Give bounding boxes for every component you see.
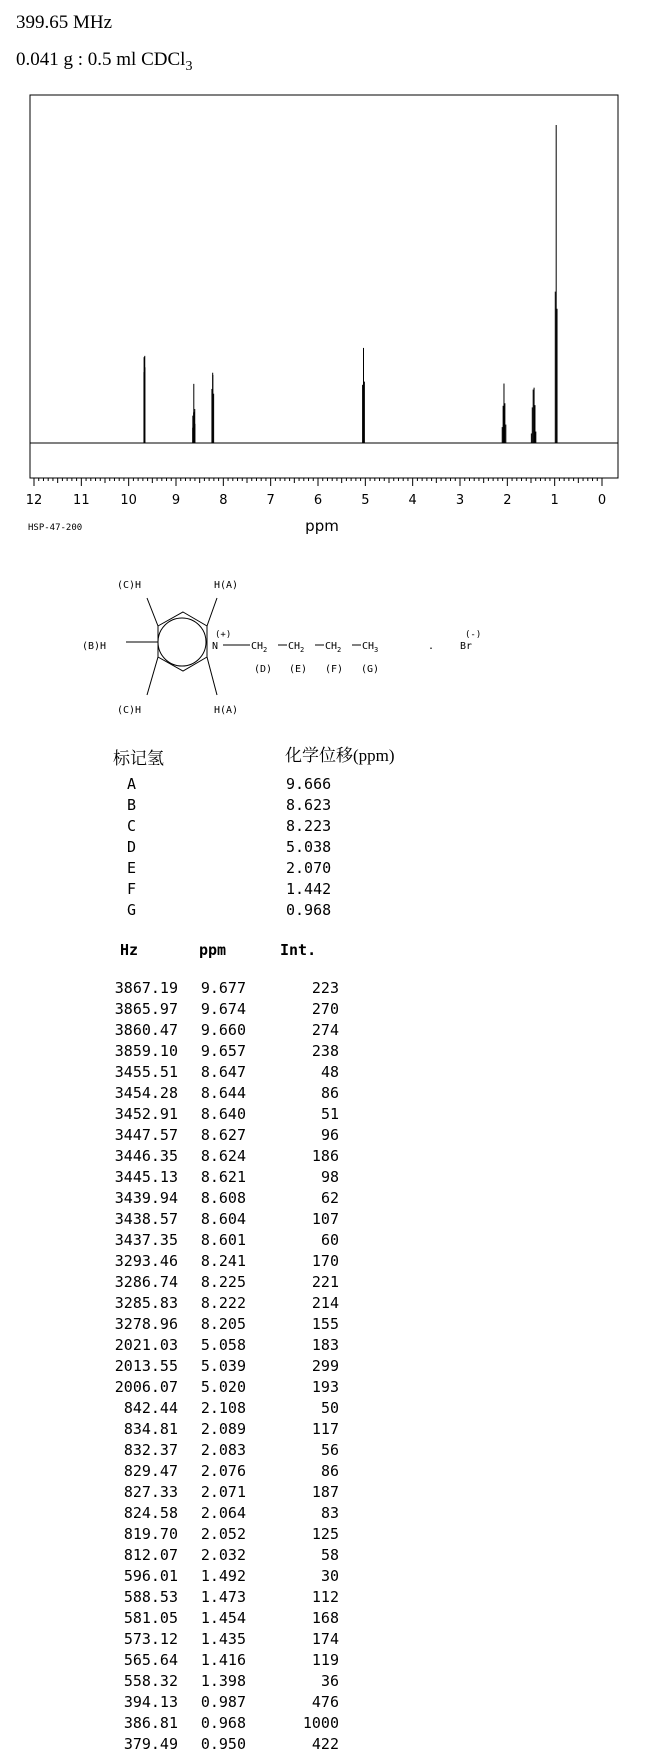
assignment-label: D	[127, 838, 137, 856]
peak-row	[96, 1105, 339, 1126]
x-tick-label: 3	[455, 493, 465, 508]
peak-ppm: 8.608	[200, 1189, 246, 1207]
peak-ppm: 2.071	[200, 1483, 246, 1501]
peak-row	[96, 1021, 339, 1042]
peak-row	[96, 1735, 339, 1756]
peak-hz: 565.64	[123, 1651, 178, 1669]
peak-int: 422	[311, 1735, 339, 1753]
label-ha-top: H(A)	[214, 580, 239, 591]
peak-hz: 379.49	[123, 1735, 178, 1753]
peak-row	[96, 1672, 339, 1693]
peak-ppm: 8.644	[200, 1084, 246, 1102]
peak-hz: 3278.96	[114, 1315, 178, 1333]
peak-int: 186	[311, 1147, 339, 1165]
label-ha-bottom: H(A)	[214, 705, 239, 716]
peak-ppm: 2.083	[200, 1441, 246, 1459]
peak-hz: 819.70	[123, 1525, 178, 1543]
bond-c-h-top-left	[147, 598, 158, 626]
peak-int: 36	[320, 1672, 339, 1690]
peak-row	[96, 1273, 339, 1294]
assignment-row	[127, 796, 331, 817]
peak-hz: 834.81	[123, 1420, 178, 1438]
peak-ppm: 2.108	[200, 1399, 246, 1417]
peak-hz: 3859.10	[114, 1042, 178, 1060]
peak-hz: 3860.47	[114, 1021, 178, 1039]
peak-ppm: 9.660	[200, 1021, 246, 1039]
peak-row	[96, 1399, 339, 1420]
peak-hz: 558.32	[123, 1672, 178, 1690]
peak-header-hz: Hz	[120, 941, 139, 959]
nmr-spectrum-chart	[0, 0, 652, 540]
peak-int: 174	[311, 1630, 339, 1648]
peak-row	[96, 1567, 339, 1588]
peak-hz: 3865.97	[114, 1000, 178, 1018]
peak-ppm: 9.657	[200, 1042, 246, 1060]
peak-hz: 3439.94	[114, 1189, 178, 1207]
peak-table	[96, 979, 339, 1756]
assignment-label: G	[127, 901, 137, 919]
label-n-charge: (+)	[215, 630, 232, 640]
peak-ppm: 1.454	[200, 1609, 246, 1627]
peak-row	[96, 1147, 339, 1168]
peak-hz: 842.44	[123, 1399, 178, 1417]
peak-hz: 386.81	[123, 1714, 178, 1732]
x-axis-ticks	[26, 478, 606, 508]
peak-ppm: 0.968	[200, 1714, 246, 1732]
peak-int: 155	[311, 1315, 339, 1333]
label-nitrogen: N	[212, 641, 219, 652]
sample-concentration-main: 0.041 g : 0.5 ml CDCl	[16, 49, 186, 70]
assignment-row	[127, 817, 331, 838]
peak-ppm: 2.076	[200, 1462, 246, 1480]
peak-row	[96, 1378, 339, 1399]
x-tick-label: 0	[597, 493, 607, 508]
x-tick-label: 5	[361, 493, 370, 508]
peak-ppm: 2.032	[200, 1546, 246, 1564]
peak-ppm: 8.205	[200, 1315, 246, 1333]
label-ch2-1: $CH_2$	[251, 641, 268, 654]
peak-hz: 596.01	[123, 1567, 178, 1585]
peak-hz: 394.13	[123, 1693, 178, 1711]
peak-hz: 581.05	[123, 1609, 178, 1627]
peak-int: 476	[311, 1693, 339, 1711]
peak-row	[96, 1546, 339, 1567]
label-bromide: Br	[460, 641, 473, 652]
peak-row	[96, 1693, 339, 1714]
peak-ppm: 8.647	[200, 1063, 246, 1081]
peak-row	[96, 1630, 339, 1651]
aromatic-circle	[158, 618, 206, 666]
peak-hz: 3452.91	[114, 1105, 178, 1123]
peak-int: 193	[311, 1378, 339, 1396]
peak-int: 168	[311, 1609, 339, 1627]
label-bh: (B)H	[82, 641, 107, 652]
peak-row	[96, 1189, 339, 1210]
peak-int: 170	[311, 1252, 339, 1270]
peak-int: 58	[320, 1546, 339, 1564]
peak-hz: 3285.83	[114, 1294, 178, 1312]
assignment-label-header: 标记氢	[113, 749, 164, 768]
peak-row	[96, 1210, 339, 1231]
peak-row	[96, 1588, 339, 1609]
peak-hz: 832.37	[123, 1441, 178, 1459]
x-tick-label: 2	[503, 493, 512, 508]
peak-int: 60	[320, 1231, 339, 1249]
peak-hz: 2013.55	[114, 1357, 178, 1375]
label-d: (D)	[254, 664, 273, 675]
peak-int: 62	[320, 1189, 339, 1207]
peak-ppm: 2.089	[200, 1420, 246, 1438]
peak-header-ppm: ppm	[199, 941, 227, 959]
peak-row	[96, 1483, 339, 1504]
peak-int: 112	[311, 1588, 339, 1606]
peak-int: 50	[320, 1399, 339, 1417]
spectrometer-frequency: 399.65 MHz	[16, 12, 113, 33]
peak-int: 221	[311, 1273, 339, 1291]
peak-row	[96, 979, 339, 1000]
spectrum-code: HSP-47-200	[28, 523, 83, 533]
peak-int: 98	[320, 1168, 339, 1186]
assignment-shift: 8.223	[286, 817, 332, 835]
peak-row	[96, 1420, 339, 1441]
peak-ppm: 1.398	[200, 1672, 246, 1690]
peak-int: 48	[320, 1063, 339, 1081]
x-axis-label: ppm	[305, 517, 339, 535]
assignment-shift: 9.666	[286, 775, 332, 793]
peak-ppm: 1.492	[200, 1567, 246, 1585]
peak-int: 183	[311, 1336, 339, 1354]
peak-row	[96, 1063, 339, 1084]
label-ch2-2: $CH_2$	[288, 641, 305, 654]
assignment-shift: 2.070	[286, 859, 332, 877]
peak-row	[96, 1000, 339, 1021]
peak-row	[96, 1231, 339, 1252]
peak-row	[96, 1609, 339, 1630]
peak-hz: 2021.03	[114, 1336, 178, 1354]
peak-hz: 827.33	[123, 1483, 178, 1501]
peak-int: 86	[320, 1462, 339, 1480]
label-ch-top: (C)H	[117, 580, 142, 591]
spectrum-peaks	[144, 125, 557, 443]
label-ch-bottom: (C)H	[117, 705, 142, 716]
peak-ppm: 8.241	[200, 1252, 246, 1270]
peak-ppm: 5.020	[200, 1378, 246, 1396]
peak-ppm: 9.677	[200, 979, 246, 997]
peak-row	[96, 1294, 339, 1315]
peak-ppm: 9.674	[200, 1000, 246, 1018]
peak-int: 83	[320, 1504, 339, 1522]
bond-c-h-bottom-left	[147, 657, 158, 695]
peak-hz: 588.53	[123, 1588, 178, 1606]
peak-ppm: 2.052	[200, 1525, 246, 1543]
x-tick-label: 8	[219, 493, 228, 508]
peak-int: 96	[320, 1126, 339, 1144]
label-ch3: $CH_3$	[362, 641, 379, 654]
peak-hz: 3454.28	[114, 1084, 178, 1102]
peak-int: 274	[311, 1021, 339, 1039]
assignment-shift: 1.442	[286, 880, 332, 898]
peak-hz: 812.07	[123, 1546, 178, 1564]
assignment-row	[127, 901, 331, 922]
peak-int: 30	[320, 1567, 339, 1585]
assignment-row	[127, 775, 331, 796]
peak-ppm: 8.640	[200, 1105, 246, 1123]
sample-concentration-subscript: 3	[185, 58, 193, 74]
bond-c-h-bottom-right	[207, 657, 217, 695]
peak-hz: 3293.46	[114, 1252, 178, 1270]
structure-diagram	[0, 565, 652, 725]
peak-hz: 3455.51	[114, 1063, 178, 1081]
peak-int: 238	[311, 1042, 339, 1060]
peak-int: 270	[311, 1000, 339, 1018]
peak-row	[96, 1252, 339, 1273]
peak-row	[96, 1441, 339, 1462]
peak-int: 1000	[302, 1714, 339, 1732]
label-e: (E)	[289, 664, 308, 675]
peak-int: 119	[311, 1651, 339, 1669]
assignment-label: B	[127, 796, 137, 814]
peak-int: 299	[311, 1357, 339, 1375]
assignment-shift-header: 化学位移(ppm)	[285, 746, 395, 765]
peak-ppm: 8.621	[200, 1168, 246, 1186]
assignment-label: F	[127, 880, 137, 898]
peak-ppm: 2.064	[200, 1504, 246, 1522]
peak-row	[96, 1462, 339, 1483]
peak-hz: 824.58	[123, 1504, 178, 1522]
assignment-shift: 8.623	[286, 796, 332, 814]
peak-int: 86	[320, 1084, 339, 1102]
peak-hz: 2006.07	[114, 1378, 178, 1396]
peak-ppm: 8.601	[200, 1231, 246, 1249]
label-br-charge: (-)	[465, 630, 482, 640]
assignment-row	[127, 859, 331, 880]
peak-row	[96, 1084, 339, 1105]
peak-ppm: 5.039	[200, 1357, 246, 1375]
peak-row	[96, 1042, 339, 1063]
x-tick-label: 4	[408, 493, 417, 508]
peak-int: 117	[311, 1420, 339, 1438]
peak-hz: 573.12	[123, 1630, 178, 1648]
peak-hz: 3286.74	[114, 1273, 178, 1291]
peak-row	[96, 1336, 339, 1357]
x-tick-label: 10	[120, 493, 137, 508]
label-ch2-3: $CH_2$	[325, 641, 342, 654]
peak-hz: 3867.19	[114, 979, 178, 997]
peak-row	[96, 1126, 339, 1147]
peak-ppm: 8.604	[200, 1210, 246, 1228]
x-tick-label: 7	[266, 493, 275, 508]
peak-header-int: Int.	[280, 941, 317, 959]
peak-int: 187	[311, 1483, 339, 1501]
peak-row	[96, 1504, 339, 1525]
peak-ppm: 5.058	[200, 1336, 246, 1354]
label-f: (F)	[325, 664, 344, 675]
x-tick-label: 12	[25, 493, 43, 508]
x-tick-label: 11	[73, 493, 90, 508]
peak-int: 223	[311, 979, 339, 997]
peak-row	[96, 1714, 339, 1735]
assignment-shift: 5.038	[286, 838, 332, 856]
peak-ppm: 1.473	[200, 1588, 246, 1606]
peak-ppm: 1.416	[200, 1651, 246, 1669]
peak-ppm: 8.627	[200, 1126, 246, 1144]
peak-ppm: 0.950	[200, 1735, 246, 1753]
bond-c-h-top-right	[207, 598, 217, 626]
peak-ppm: 8.225	[200, 1273, 246, 1291]
x-tick-label: 1	[550, 493, 559, 508]
assignment-shift: 0.968	[286, 901, 332, 919]
peak-int: 51	[320, 1105, 339, 1123]
peak-row	[96, 1357, 339, 1378]
peak-row	[96, 1651, 339, 1672]
peak-int: 107	[311, 1210, 339, 1228]
peak-int: 56	[320, 1441, 339, 1459]
assignment-label: E	[127, 859, 137, 877]
peak-row	[96, 1168, 339, 1189]
pyridinium-ring	[158, 612, 207, 671]
label-dot: .	[428, 641, 435, 652]
peak-int: 214	[311, 1294, 339, 1312]
peak-hz: 3437.35	[114, 1231, 178, 1249]
peak-ppm: 1.435	[200, 1630, 246, 1648]
peak-hz: 3447.57	[114, 1126, 178, 1144]
assignment-table	[127, 775, 331, 922]
peak-hz: 829.47	[123, 1462, 178, 1480]
peak-ppm: 8.624	[200, 1147, 246, 1165]
peak-row	[96, 1525, 339, 1546]
label-g: (G)	[361, 664, 380, 675]
assignment-row	[127, 880, 331, 901]
x-tick-label: 6	[313, 493, 323, 508]
peak-table-header	[120, 941, 316, 959]
peak-hz: 3446.35	[114, 1147, 178, 1165]
peak-hz: 3438.57	[114, 1210, 178, 1228]
x-tick-label: 9	[171, 493, 181, 508]
peak-int: 125	[311, 1525, 339, 1543]
peak-hz: 3445.13	[114, 1168, 178, 1186]
plot-frame	[30, 95, 618, 478]
assignment-label: C	[127, 817, 137, 835]
assignment-label: A	[127, 775, 137, 793]
assignment-row	[127, 838, 331, 859]
peak-ppm: 0.987	[200, 1693, 246, 1711]
peak-row	[96, 1315, 339, 1336]
peak-ppm: 8.222	[200, 1294, 246, 1312]
